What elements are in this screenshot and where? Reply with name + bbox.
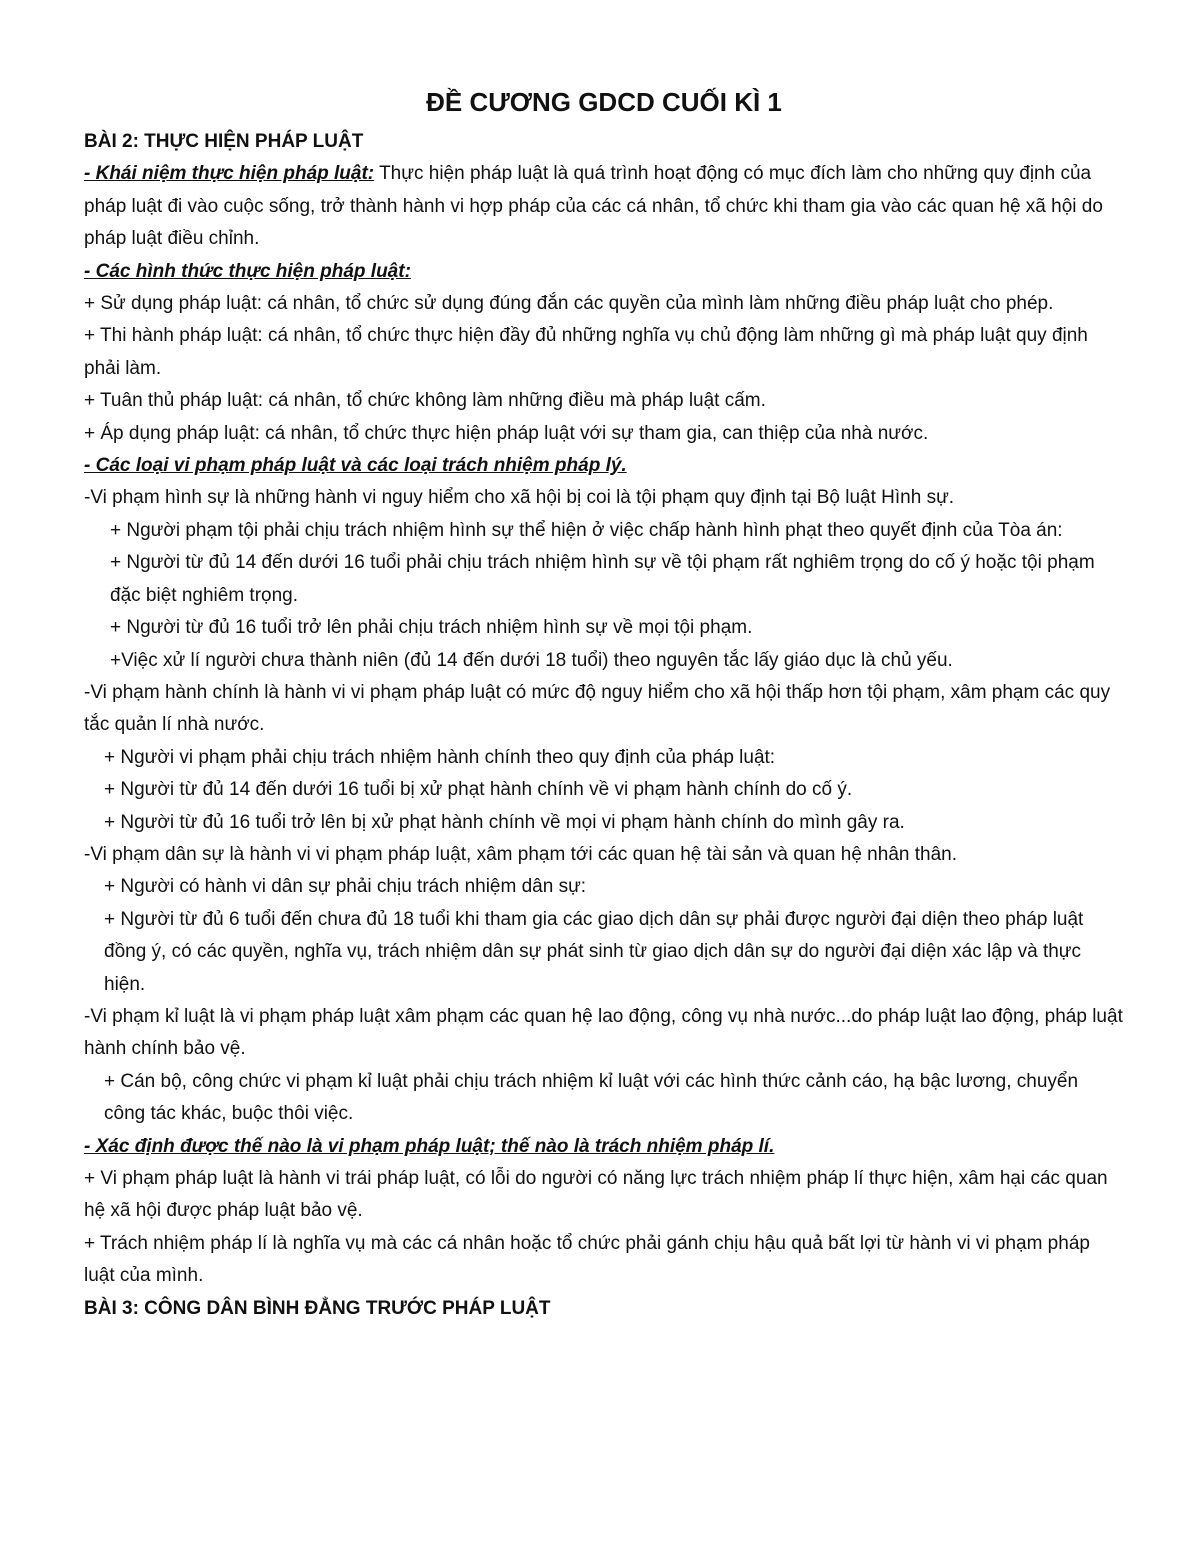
civil-violation-text: -Vi phạm dân sự là hành vi vi phạm pháp luật, xâm phạm tới các quan hệ tài sản và quan hệ nhân thân. <box>84 843 957 865</box>
criminal-violation-text: -Vi phạm hình sự là những hành vi nguy hiểm cho xã hội bị coi là tội phạm quy định tại Bộ luật Hình sự. <box>84 487 955 509</box>
form-item-execute: + Thi hành pháp luật: cá nhân, tổ chức thực hiện đầy đủ những nghĩa vụ chủ động làm những gì mà pháp luật quy định phải làm. <box>84 325 1088 379</box>
administrative-item: + Người vi phạm phải chịu trách nhiệm hành chính theo quy định của pháp luật: <box>104 746 776 768</box>
document-title: ĐỀ CƯƠNG GDCD CUỐI KÌ 1 <box>426 87 782 117</box>
criminal-item: +Việc xử lí người chưa thành niên (đủ 14 đến dưới 18 tuổi) theo nguyên tắc lấy giáo dục là chủ yếu. <box>110 649 953 671</box>
document-page <box>84 82 1124 1325</box>
disciplinary-item: + Cán bộ, công chức vi phạm kỉ luật phải chịu trách nhiệm kỉ luật với các hình thức cảnh cáo, hạ bậc lương, chuyển công tác khác, buộc thôi việc. <box>104 1070 1079 1125</box>
definition-heading: - Xác định được thế nào là vi phạm pháp luật; thế nào là trách nhiệm pháp lí. <box>84 1135 775 1157</box>
lesson-3-heading: BÀI 3: CÔNG DÂN BÌNH ĐẲNG TRƯỚC PHÁP LUẬT <box>84 1297 551 1319</box>
concept-paragraph <box>84 158 1124 255</box>
administrative-violation-text: -Vi phạm hành chính là hành vi vi phạm pháp luật có mức độ nguy hiểm cho xã hội thấp hơn tội phạm, xâm phạm các quy tắc quản lí nhà nước. <box>84 681 1111 736</box>
definition-item-responsibility: + Trách nhiệm pháp lí là nghĩa vụ mà các cá nhân hoặc tổ chức phải gánh chịu hậu quả bất lợi từ hành vi vi phạm pháp luật của mình. <box>84 1232 1090 1287</box>
form-item-comply: + Tuân thủ pháp luật: cá nhân, tổ chức không làm những điều mà pháp luật cấm. <box>84 390 766 412</box>
criminal-item: + Người từ đủ 14 đến dưới 16 tuổi phải chịu trách nhiệm hình sự về tội phạm rất nghiêm trọng do cố ý hoặc tội phạm đặc biệt nghiêm trọng. <box>110 552 1095 606</box>
lesson-2-heading: BÀI 2: THỰC HIỆN PHÁP LUẬT <box>84 131 364 152</box>
disciplinary-violation-text: -Vi phạm kỉ luật là vi phạm pháp luật xâm phạm các quan hệ lao động, công vụ nhà nước...do pháp luật lao động, pháp luật hành chính bảo vệ. <box>84 1005 1123 1060</box>
form-item-use: + Sử dụng pháp luật: cá nhân, tổ chức sử dụng đúng đắn các quyền của mình làm những điều pháp luật cho phép. <box>84 293 1054 315</box>
concept-text: Thực hiện pháp luật là quá trình hoạt động có mục đích làm cho những quy định của pháp luật đi vào cuộc sống, trở thành hành vi hợp pháp của các cá nhân, tổ chức khi tham gia vào các quan hệ xã hội do pháp luật điều chỉnh. <box>84 163 1103 250</box>
criminal-item: + Người từ đủ 16 tuổi trở lên phải chịu trách nhiệm hình sự về mọi tội phạm. <box>110 617 753 639</box>
forms-heading: - Các hình thức thực hiện pháp luật: <box>84 260 411 282</box>
concept-label: - Khái niệm thực hiện pháp luật: <box>84 163 375 185</box>
administrative-item: + Người từ đủ 14 đến dưới 16 tuổi bị xử phạt hành chính về vi phạm hành chính do cố ý. <box>104 779 853 801</box>
civil-item: + Người từ đủ 6 tuổi đến chưa đủ 18 tuổi khi tham gia các giao dịch dân sự phải được người đại diện theo pháp luật đồng ý, có các quyền, nghĩa vụ, trách nhiệm dân sự phát sinh từ giao dịch dân sự do người đại diện xác lập và thực hiện. <box>104 908 1084 995</box>
form-item-apply: + Áp dụng pháp luật: cá nhân, tổ chức thực hiện pháp luật với sự tham gia, can thiệp của nhà nước. <box>84 422 929 444</box>
civil-item: + Người có hành vi dân sự phải chịu trách nhiệm dân sự: <box>104 876 587 898</box>
violations-heading: - Các loại vi phạm pháp luật và các loại trách nhiệm pháp lý. <box>84 455 627 477</box>
administrative-item: + Người từ đủ 16 tuổi trở lên bị xử phạt hành chính về mọi vi phạm hành chính do mình gây ra. <box>104 811 905 833</box>
definition-item-violation: + Vi phạm pháp luật là hành vi trái pháp luật, có lỗi do người có năng lực trách nhiệm pháp lí thực hiện, xâm hại các quan hệ xã hội được pháp luật bảo vệ. <box>84 1168 1108 1222</box>
criminal-item: + Người phạm tội phải chịu trách nhiệm hình sự thể hiện ở việc chấp hành hình phạt theo quyết định của Tòa án: <box>110 519 1063 541</box>
